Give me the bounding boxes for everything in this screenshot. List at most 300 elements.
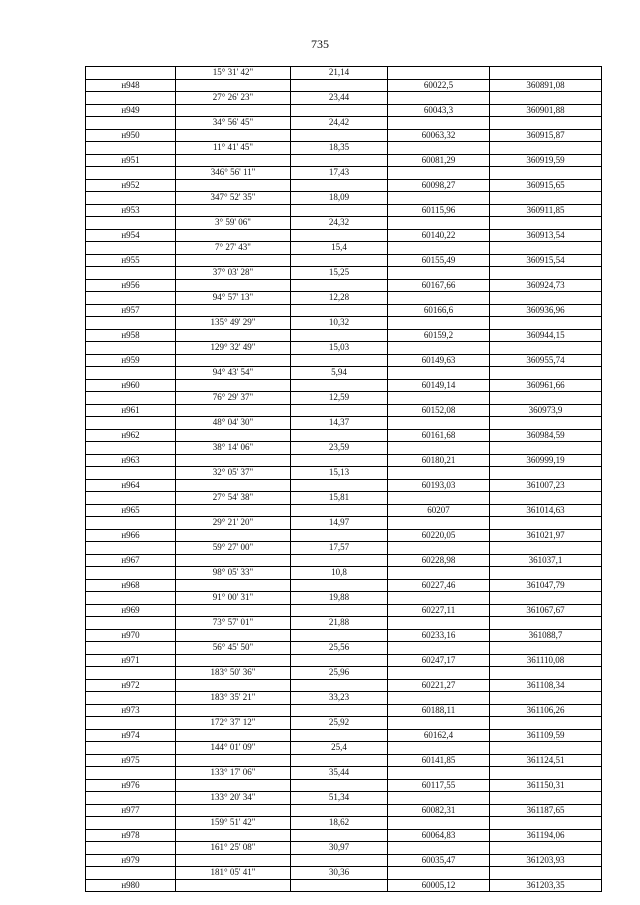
table-row — [86, 679, 602, 692]
distance-cell — [291, 304, 388, 317]
distance-cell: 25,56 — [291, 642, 388, 655]
y-coordinate-cell — [490, 842, 602, 855]
table-row — [86, 404, 602, 417]
y-coordinate-cell — [490, 292, 602, 305]
x-coordinate-cell: 60166,6 — [388, 304, 490, 317]
table-row — [86, 529, 602, 542]
y-coordinate-cell — [490, 342, 602, 355]
y-coordinate-cell — [490, 317, 602, 330]
angle-cell — [176, 879, 291, 892]
point-cell — [86, 792, 176, 805]
distance-cell: 15,25 — [291, 267, 388, 280]
y-coordinate-cell: 360901,88 — [490, 104, 602, 117]
point-cell — [86, 817, 176, 830]
angle-cell: 37° 03' 28" — [176, 267, 291, 280]
x-coordinate-cell — [388, 842, 490, 855]
distance-cell: 24,42 — [291, 117, 388, 130]
table-row — [86, 617, 602, 630]
angle-cell: 181° 05' 41" — [176, 867, 291, 880]
table-row — [86, 854, 602, 867]
angle-cell — [176, 129, 291, 142]
x-coordinate-cell: 60022,5 — [388, 79, 490, 92]
y-coordinate-cell — [490, 642, 602, 655]
y-coordinate-cell: 360915,54 — [490, 254, 602, 267]
distance-cell: 25,92 — [291, 717, 388, 730]
point-cell — [86, 642, 176, 655]
x-coordinate-cell — [388, 567, 490, 580]
angle-cell — [176, 804, 291, 817]
x-coordinate-cell — [388, 642, 490, 655]
table-row — [86, 604, 602, 617]
table-row — [86, 392, 602, 405]
angle-cell: 133° 17' 06" — [176, 767, 291, 780]
y-coordinate-cell — [490, 867, 602, 880]
point-cell — [86, 842, 176, 855]
page-number: 735 — [311, 37, 329, 51]
y-coordinate-cell: 361037,1 — [490, 554, 602, 567]
table-row — [86, 367, 602, 380]
table-row — [86, 879, 602, 892]
table-row — [86, 267, 602, 280]
angle-cell: 133° 20' 34" — [176, 792, 291, 805]
y-coordinate-cell — [490, 192, 602, 205]
distance-cell — [291, 654, 388, 667]
point-cell: н974 — [86, 729, 176, 742]
y-coordinate-cell: 361110,08 — [490, 654, 602, 667]
distance-cell: 21,88 — [291, 617, 388, 630]
angle-cell: 144° 01' 09" — [176, 742, 291, 755]
y-coordinate-cell — [490, 567, 602, 580]
point-cell — [86, 167, 176, 180]
point-cell: н970 — [86, 629, 176, 642]
x-coordinate-cell: 60227,11 — [388, 604, 490, 617]
point-cell — [86, 667, 176, 680]
distance-cell — [291, 229, 388, 242]
angle-cell — [176, 629, 291, 642]
x-coordinate-cell — [388, 767, 490, 780]
y-coordinate-cell: 360973,9 — [490, 404, 602, 417]
table-row — [86, 742, 602, 755]
x-coordinate-cell: 60115,96 — [388, 204, 490, 217]
y-coordinate-cell: 360999,19 — [490, 454, 602, 467]
x-coordinate-cell — [388, 492, 490, 505]
angle-cell: 27° 26' 23" — [176, 92, 291, 105]
x-coordinate-cell — [388, 442, 490, 455]
point-cell: н965 — [86, 504, 176, 517]
x-coordinate-cell: 60188,11 — [388, 704, 490, 717]
distance-cell — [291, 554, 388, 567]
x-coordinate-cell: 60043,3 — [388, 104, 490, 117]
table-row — [86, 179, 602, 192]
distance-cell — [291, 79, 388, 92]
table-row — [86, 117, 602, 130]
y-coordinate-cell: 361187,65 — [490, 804, 602, 817]
angle-cell: 94° 57' 13" — [176, 292, 291, 305]
x-coordinate-cell: 60161,68 — [388, 429, 490, 442]
y-coordinate-cell: 361108,34 — [490, 679, 602, 692]
x-coordinate-cell — [388, 217, 490, 230]
x-coordinate-cell — [388, 367, 490, 380]
angle-cell: 172° 37' 12" — [176, 717, 291, 730]
table-row — [86, 592, 602, 605]
point-cell: н973 — [86, 704, 176, 717]
table-row — [86, 654, 602, 667]
x-coordinate-cell: 60152,08 — [388, 404, 490, 417]
angle-cell — [176, 654, 291, 667]
table-row — [86, 554, 602, 567]
point-cell — [86, 267, 176, 280]
angle-cell — [176, 754, 291, 767]
y-coordinate-cell: 360955,74 — [490, 354, 602, 367]
table-row — [86, 304, 602, 317]
distance-cell: 24,32 — [291, 217, 388, 230]
y-coordinate-cell: 361150,31 — [490, 779, 602, 792]
distance-cell: 19,88 — [291, 592, 388, 605]
table-row — [86, 154, 602, 167]
angle-cell: 346° 56' 11" — [176, 167, 291, 180]
table-row — [86, 292, 602, 305]
distance-cell — [291, 154, 388, 167]
angle-cell — [176, 329, 291, 342]
table-row — [86, 379, 602, 392]
x-coordinate-cell: 60159,2 — [388, 329, 490, 342]
angle-cell — [176, 429, 291, 442]
point-cell: н949 — [86, 104, 176, 117]
x-coordinate-cell — [388, 417, 490, 430]
y-coordinate-cell — [490, 767, 602, 780]
table-row — [86, 754, 602, 767]
angle-cell — [176, 604, 291, 617]
x-coordinate-cell: 60082,31 — [388, 804, 490, 817]
table-row — [86, 829, 602, 842]
distance-cell: 18,09 — [291, 192, 388, 205]
x-coordinate-cell — [388, 317, 490, 330]
angle-cell — [176, 679, 291, 692]
y-coordinate-cell: 360924,73 — [490, 279, 602, 292]
point-cell — [86, 517, 176, 530]
table-row — [86, 642, 602, 655]
angle-cell: 94° 43' 54" — [176, 367, 291, 380]
point-cell: н979 — [86, 854, 176, 867]
table-row — [86, 329, 602, 342]
angle-cell: 135° 49' 29" — [176, 317, 291, 330]
x-coordinate-cell — [388, 92, 490, 105]
table-row — [86, 317, 602, 330]
y-coordinate-cell: 361088,7 — [490, 629, 602, 642]
table-body — [86, 67, 602, 892]
table-row — [86, 417, 602, 430]
angle-cell: 347° 52' 35" — [176, 192, 291, 205]
table-row — [86, 104, 602, 117]
y-coordinate-cell: 360915,87 — [490, 129, 602, 142]
point-cell: н952 — [86, 179, 176, 192]
y-coordinate-cell — [490, 142, 602, 155]
y-coordinate-cell — [490, 392, 602, 405]
distance-cell — [291, 704, 388, 717]
angle-cell: 159° 51' 42" — [176, 817, 291, 830]
distance-cell — [291, 529, 388, 542]
y-coordinate-cell: 361203,35 — [490, 879, 602, 892]
table-row — [86, 579, 602, 592]
table-row — [86, 804, 602, 817]
distance-cell: 30,36 — [291, 867, 388, 880]
table-row — [86, 129, 602, 142]
distance-cell — [291, 879, 388, 892]
table-row — [86, 167, 602, 180]
angle-cell — [176, 354, 291, 367]
x-coordinate-cell: 60220,05 — [388, 529, 490, 542]
y-coordinate-cell — [490, 542, 602, 555]
distance-cell: 10,32 — [291, 317, 388, 330]
point-cell: н966 — [86, 529, 176, 542]
table-row — [86, 629, 602, 642]
distance-cell — [291, 279, 388, 292]
table-row — [86, 842, 602, 855]
x-coordinate-cell: 60035,47 — [388, 854, 490, 867]
distance-cell — [291, 329, 388, 342]
table-row — [86, 479, 602, 492]
y-coordinate-cell: 361067,67 — [490, 604, 602, 617]
table-row — [86, 692, 602, 705]
y-coordinate-cell — [490, 267, 602, 280]
distance-cell — [291, 479, 388, 492]
angle-cell — [176, 504, 291, 517]
point-cell: н971 — [86, 654, 176, 667]
y-coordinate-cell: 360984,59 — [490, 429, 602, 442]
x-coordinate-cell: 60149,14 — [388, 379, 490, 392]
point-cell: н977 — [86, 804, 176, 817]
distance-cell: 15,81 — [291, 492, 388, 505]
table-row — [86, 717, 602, 730]
angle-cell: 32° 05' 37" — [176, 467, 291, 480]
angle-cell — [176, 454, 291, 467]
x-coordinate-cell — [388, 142, 490, 155]
point-cell: н980 — [86, 879, 176, 892]
angle-cell — [176, 304, 291, 317]
x-coordinate-cell: 60098,27 — [388, 179, 490, 192]
table-row — [86, 567, 602, 580]
point-cell: н959 — [86, 354, 176, 367]
angle-cell: 76° 29' 37" — [176, 392, 291, 405]
point-cell: н948 — [86, 79, 176, 92]
y-coordinate-cell: 361047,79 — [490, 579, 602, 592]
angle-cell: 59° 27' 00" — [176, 542, 291, 555]
table-row — [86, 242, 602, 255]
distance-cell: 25,96 — [291, 667, 388, 680]
point-cell: н950 — [86, 129, 176, 142]
distance-cell — [291, 179, 388, 192]
point-cell — [86, 867, 176, 880]
x-coordinate-cell: 60193,03 — [388, 479, 490, 492]
coordinates-table-container — [85, 66, 601, 892]
x-coordinate-cell — [388, 592, 490, 605]
angle-cell: 56° 45' 50" — [176, 642, 291, 655]
distance-cell — [291, 604, 388, 617]
x-coordinate-cell — [388, 292, 490, 305]
distance-cell: 15,13 — [291, 467, 388, 480]
angle-cell — [176, 79, 291, 92]
point-cell: н960 — [86, 379, 176, 392]
distance-cell: 14,37 — [291, 417, 388, 430]
distance-cell — [291, 429, 388, 442]
y-coordinate-cell: 360919,59 — [490, 154, 602, 167]
y-coordinate-cell — [490, 167, 602, 180]
y-coordinate-cell: 361124,51 — [490, 754, 602, 767]
y-coordinate-cell: 361014,63 — [490, 504, 602, 517]
point-cell: н962 — [86, 429, 176, 442]
x-coordinate-cell: 60064,83 — [388, 829, 490, 842]
coordinates-table — [85, 66, 602, 892]
distance-cell: 12,28 — [291, 292, 388, 305]
point-cell: н957 — [86, 304, 176, 317]
distance-cell: 23,44 — [291, 92, 388, 105]
table-row — [86, 279, 602, 292]
table-row — [86, 67, 602, 80]
distance-cell — [291, 754, 388, 767]
distance-cell: 5,94 — [291, 367, 388, 380]
y-coordinate-cell: 361194,06 — [490, 829, 602, 842]
angle-cell — [176, 704, 291, 717]
x-coordinate-cell: 60141,85 — [388, 754, 490, 767]
table-row — [86, 467, 602, 480]
point-cell — [86, 467, 176, 480]
table-row — [86, 442, 602, 455]
point-cell — [86, 717, 176, 730]
angle-cell — [176, 829, 291, 842]
point-cell — [86, 542, 176, 555]
y-coordinate-cell: 360936,96 — [490, 304, 602, 317]
point-cell — [86, 767, 176, 780]
y-coordinate-cell — [490, 617, 602, 630]
angle-cell — [176, 179, 291, 192]
distance-cell — [291, 354, 388, 367]
distance-cell — [291, 379, 388, 392]
table-row — [86, 429, 602, 442]
x-coordinate-cell — [388, 742, 490, 755]
point-cell: н968 — [86, 579, 176, 592]
point-cell — [86, 692, 176, 705]
angle-cell: 98° 05' 33" — [176, 567, 291, 580]
table-row — [86, 492, 602, 505]
angle-cell: 15° 31' 42" — [176, 67, 291, 80]
distance-cell — [291, 804, 388, 817]
angle-cell: 161° 25' 08" — [176, 842, 291, 855]
y-coordinate-cell — [490, 467, 602, 480]
distance-cell — [291, 729, 388, 742]
angle-cell: 27° 54' 38" — [176, 492, 291, 505]
table-row — [86, 192, 602, 205]
point-cell — [86, 492, 176, 505]
angle-cell: 129° 32' 49" — [176, 342, 291, 355]
point-cell — [86, 242, 176, 255]
y-coordinate-cell — [490, 717, 602, 730]
point-cell — [86, 417, 176, 430]
point-cell — [86, 392, 176, 405]
distance-cell: 18,62 — [291, 817, 388, 830]
x-coordinate-cell — [388, 67, 490, 80]
table-row — [86, 204, 602, 217]
table-row — [86, 729, 602, 742]
point-cell: н964 — [86, 479, 176, 492]
table-row — [86, 92, 602, 105]
x-coordinate-cell — [388, 192, 490, 205]
angle-cell: 34° 56' 45" — [176, 117, 291, 130]
angle-cell: 73° 57' 01" — [176, 617, 291, 630]
angle-cell — [176, 204, 291, 217]
x-coordinate-cell — [388, 267, 490, 280]
point-cell — [86, 67, 176, 80]
distance-cell: 15,4 — [291, 242, 388, 255]
distance-cell — [291, 679, 388, 692]
table-row — [86, 767, 602, 780]
angle-cell: 48° 04' 30" — [176, 417, 291, 430]
y-coordinate-cell — [490, 367, 602, 380]
table-row — [86, 254, 602, 267]
x-coordinate-cell: 60227,46 — [388, 579, 490, 592]
angle-cell — [176, 529, 291, 542]
y-coordinate-cell — [490, 92, 602, 105]
point-cell: н963 — [86, 454, 176, 467]
distance-cell — [291, 854, 388, 867]
x-coordinate-cell — [388, 817, 490, 830]
x-coordinate-cell — [388, 692, 490, 705]
distance-cell — [291, 454, 388, 467]
point-cell — [86, 742, 176, 755]
point-cell — [86, 117, 176, 130]
y-coordinate-cell — [490, 442, 602, 455]
distance-cell: 15,03 — [291, 342, 388, 355]
angle-cell — [176, 579, 291, 592]
y-coordinate-cell — [490, 742, 602, 755]
x-coordinate-cell: 60247,17 — [388, 654, 490, 667]
x-coordinate-cell: 60221,27 — [388, 679, 490, 692]
distance-cell — [291, 104, 388, 117]
y-coordinate-cell: 360891,08 — [490, 79, 602, 92]
table-row — [86, 229, 602, 242]
distance-cell — [291, 779, 388, 792]
angle-cell — [176, 254, 291, 267]
y-coordinate-cell: 361106,26 — [490, 704, 602, 717]
point-cell — [86, 567, 176, 580]
y-coordinate-cell: 361203,93 — [490, 854, 602, 867]
table-row — [86, 517, 602, 530]
angle-cell: 29° 21' 20" — [176, 517, 291, 530]
x-coordinate-cell — [388, 392, 490, 405]
distance-cell — [291, 629, 388, 642]
y-coordinate-cell: 360961,66 — [490, 379, 602, 392]
angle-cell: 91° 00' 31" — [176, 592, 291, 605]
table-row — [86, 792, 602, 805]
y-coordinate-cell — [490, 67, 602, 80]
x-coordinate-cell: 60140,22 — [388, 229, 490, 242]
angle-cell: 183° 50' 36" — [176, 667, 291, 680]
y-coordinate-cell: 360911,85 — [490, 204, 602, 217]
y-coordinate-cell: 360915,65 — [490, 179, 602, 192]
y-coordinate-cell — [490, 517, 602, 530]
x-coordinate-cell: 60005,12 — [388, 879, 490, 892]
angle-cell: 7° 27' 43" — [176, 242, 291, 255]
y-coordinate-cell — [490, 242, 602, 255]
distance-cell — [291, 204, 388, 217]
point-cell: н978 — [86, 829, 176, 842]
table-row — [86, 867, 602, 880]
table-row — [86, 79, 602, 92]
table-row — [86, 542, 602, 555]
angle-cell — [176, 229, 291, 242]
y-coordinate-cell — [490, 667, 602, 680]
point-cell — [86, 342, 176, 355]
table-row — [86, 667, 602, 680]
